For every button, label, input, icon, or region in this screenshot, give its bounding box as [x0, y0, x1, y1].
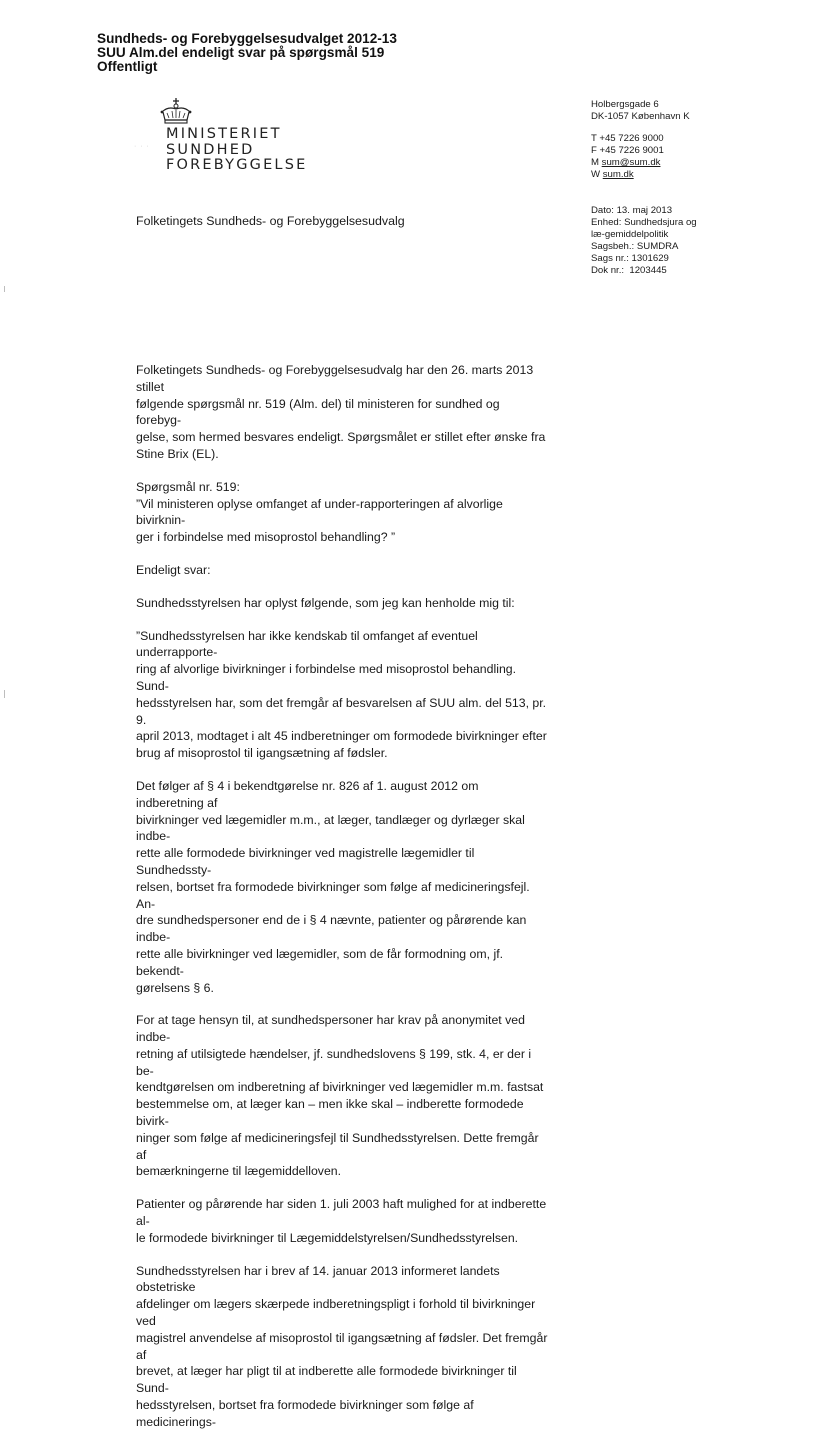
case-meta [591, 205, 711, 277]
header-line: Offentligt [97, 59, 158, 74]
mail-line [591, 157, 791, 169]
logo-line: SUNDHED [166, 141, 255, 158]
web-link[interactable]: sum.dk [602, 169, 634, 180]
mail-link[interactable]: sum@sum.dk [601, 157, 661, 168]
intro-paragraph: Folketingets Sundheds- og Forebyggelsesudvalg har den 26. marts 2013 stillet følgende spørgsmål nr. 519 (Alm. del) til ministeren for sundhed og forebyg- gelse, som hermed besvares endeligt. Spørgsmålet er stillet efter ønske fra Stine Brix (EL). [136, 363, 546, 461]
address-line: Holbergsgade 6 [591, 99, 659, 110]
paragraph-3: For at tage hensyn til, at sundhedspersoner har krav på anonymitet ved indbe- retning af utilsigtede hændelser, jf. sundhedslovens § 199, stk. 4, er der i be- kendtgørelsen om indberetning af bivirkninger ved lægemidler m.m. fastsat bestemmelse om, at læger kan – men ikke skal – indberette formodede bivirk- ninger som følge af medicineringsfejl til Sundhedsstyrelsen. Dette fremgår af bemærkningerne til lægemiddelloven. [136, 1013, 544, 1179]
meta-doc-number: Dok nr.: 1203445 [591, 265, 667, 276]
paragraph-1: ”Sundhedsstyrelsen har ikke kendskab til omfanget af eventuel underrapporte- ring af alvorlige bivirkninger i forbindelse med misoprostol behandling. Sund- hedsstyrelsen har, som det fremgår af besvarelsen af SUU alm. del 513, pr. 9. april 2013, modtaget i alt 45 indberetninger om formodede bivirkninger efter brug af misoprostol til igangsætning af fødsler. [136, 628, 547, 761]
crown-icon [158, 98, 194, 126]
recipient: Folketingets Sundheds- og Forebyggelsesudvalg [136, 214, 405, 228]
phone-line: T +45 7226 9000 [591, 133, 664, 144]
web-line [591, 169, 791, 181]
paragraph-5: Sundhedsstyrelsen har i brev af 14. januar 2013 informeret landets obstetriske afdelinger om lægers skærpede indberetningspligt i forhold til bivirkninger ved magistrel anvendelse af misoprostol til igangsætning af fødsler. Det fremgår af brevet, at læger har pligt til at indberette alle formodede bivirkninger til Sund- hedsstyrelsen, bortset fra formodede bivirkninger som følge af medicinerings- [136, 1263, 548, 1429]
ministry-logo [132, 98, 352, 188]
address-line: DK-1057 København K [591, 111, 690, 122]
answer-intro: Sundhedsstyrelsen har oplyst følgende, som jeg kan henholde mig til: [136, 595, 515, 610]
header-line: SUU Alm.del endeligt svar på spørgsmål 519 [97, 45, 385, 60]
scan-margin-mark [4, 286, 5, 292]
contact-block [591, 99, 791, 181]
header-line: Sundheds- og Forebyggelsesudvalget 2012-13 [97, 31, 397, 46]
meta-handler: Sagsbeh.: SUMDRA [591, 241, 679, 252]
logo-line: MINISTERIET [166, 126, 282, 142]
meta-unit: Enhed: Sundhedsjura og læ-gemiddelpolitik [591, 217, 697, 240]
answer-label: Endeligt svar: [136, 562, 211, 577]
meta-date: Dato: 13. maj 2013 [591, 205, 673, 216]
web-prefix: W [591, 169, 603, 180]
paragraph-4: Patienter og pårørende har siden 1. juli 2003 haft mulighed for at indberette al- le formodede bivirkninger til Lægemiddelstyrelsen/Sundhedsstyrelsen. [136, 1197, 547, 1245]
logo-decoration-dots: · · · [134, 143, 150, 150]
document-header [97, 32, 517, 74]
paragraph-2: Det følger af § 4 i bekendtgørelse nr. 826 af 1. august 2012 om indberetning af bivirkninger ved lægemidler m.m., at læger, tandlæger og dyrlæger skal indbe- rette alle formodede bivirkninger ved magistrelle lægemidler til Sundhedssty- relsen, bortset fra formodede bivirkninger som følge af medicineringsfejl. An- dre sundhedspersoner end de i § 4 nævnte, patienter og pårørende kan indbe- rette alle bivirkninger ved lægemidler, som de får formodning om, jf. bekendt- gørelsens § 6. [136, 778, 530, 995]
logo-line: FOREBYGGELSE [166, 157, 308, 173]
letter-body [136, 362, 548, 1447]
logo-wordmark [166, 127, 307, 174]
scan-margin-mark [4, 690, 5, 698]
meta-case-number: Sags nr.: 1301629 [591, 253, 669, 264]
fax-line: F +45 7226 9001 [591, 145, 664, 156]
question-text: ”Vil ministeren oplyse omfanget af under-rapporteringen af alvorlige bivirknin- ger i forbindelse med misoprostol behandling? ” [136, 496, 503, 545]
mail-prefix: M [591, 157, 602, 168]
question-label: Spørgsmål nr. 519: [136, 479, 240, 494]
